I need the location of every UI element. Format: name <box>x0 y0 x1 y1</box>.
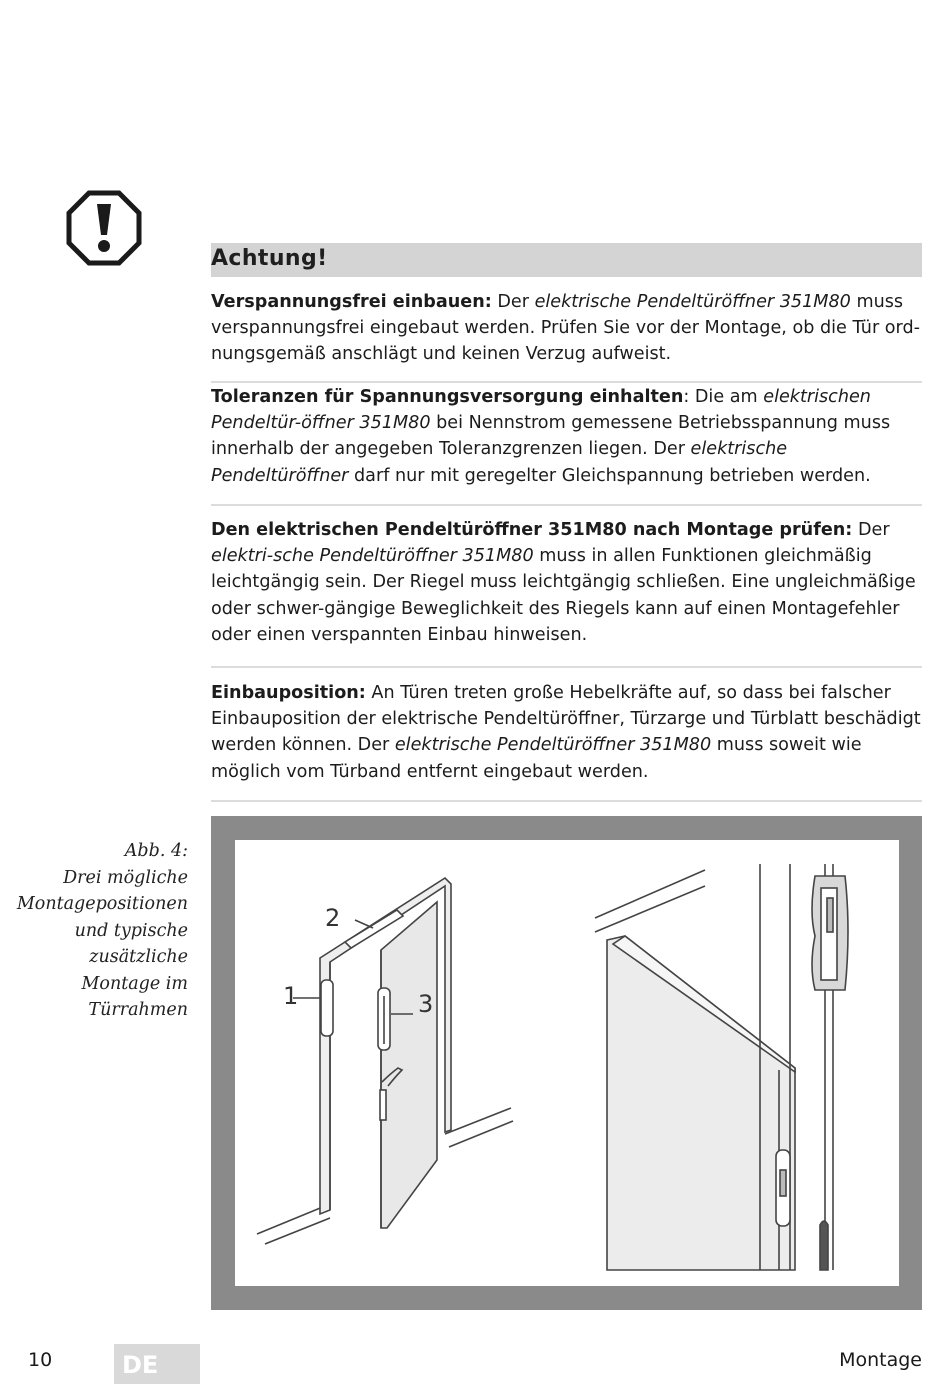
door-opener-figure <box>211 816 922 1310</box>
label-position-3: 3 <box>418 990 434 1018</box>
section-title: Toleranzen für Spannungsversorgung einhalten <box>211 387 684 407</box>
section-installation-position: Einbauposition: An Türen treten große Hebelkräfte auf, so dass bei falscher Einbauposition der elektrische Pendeltüröffner, Türzarge und Türblatt beschädigt werden können. Der elektrische Pendeltüröffner 351M80 muss soweit wie möglich vom Türband entfernt eingebaut werden. <box>211 683 921 782</box>
warning-heading: Achtung! <box>211 243 922 277</box>
section-voltage-tolerances: Toleranzen für Spannungsversorgung einhalten: Die am elektrischen Pendeltür-öffner 351M80 bei Nennstrom gemessene Betriebsspannung muss innerhalb der angegeben Toleranzgrenzen liegen. Der elektrische Pendeltüröffner darf nur mit geregelter Gleichspannung betrieben werden. <box>211 387 891 486</box>
section-name: Montage <box>839 1349 922 1371</box>
figure-caption: Abb. 4: Drei mögliche Montagepositionen und typische zusätzliche Montage im Türrahmen <box>16 841 188 1020</box>
divider <box>211 381 922 383</box>
door-illustration <box>235 840 899 1286</box>
figure-canvas <box>235 840 899 1286</box>
section-install-without-tension: Verspannungsfrei einbauen: Der elektrische Pendeltüröffner 351M80 muss verspannungsfrei eingebaut werden. Prüfen Sie vor der Montage, ob die Tür ord-nungsgemäß anschlägt und keinen Verzug aufweist. <box>211 292 920 365</box>
section-title: Den elektrischen Pendeltüröffner 351M80 nach Montage prüfen: <box>211 520 853 540</box>
section-title: Verspannungsfrei einbauen: <box>211 292 492 312</box>
divider <box>211 666 922 668</box>
section-title: Einbauposition: <box>211 683 366 703</box>
section-check-after-mounting: Den elektrischen Pendeltüröffner 351M80 nach Montage prüfen: Der elektri-sche Pendeltüröffner 351M80 muss in allen Funktionen gleichmäßig leichtgängig sein. Der Riegel muss leichtgängig schließen. Eine ungleichmäßige oder schwer-gängige Beweglichkeit des Riegels kann auf einen Montagefehler oder einen verspannten Einbau hinweisen. <box>211 520 916 645</box>
page-number: 10 <box>28 1349 53 1371</box>
label-position-1: 1 <box>283 982 299 1010</box>
divider <box>211 504 922 506</box>
divider <box>211 800 922 802</box>
label-position-2: 2 <box>325 904 341 932</box>
exclamation-octagon-icon <box>66 190 142 266</box>
language-tab: DE <box>114 1344 200 1384</box>
